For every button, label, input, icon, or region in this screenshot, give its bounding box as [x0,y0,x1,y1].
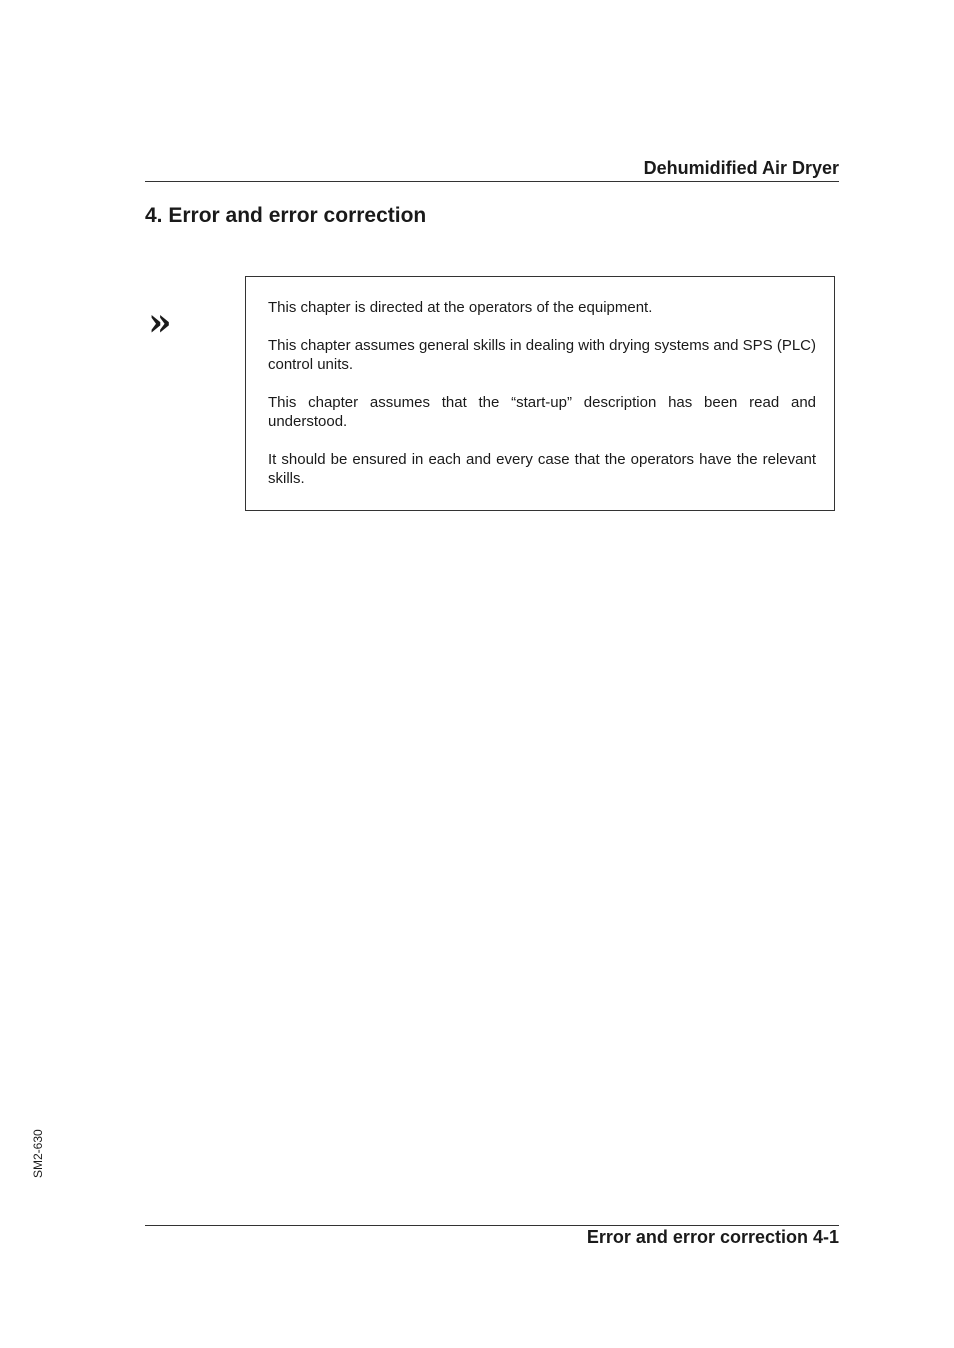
page-footer: Error and error correction 4-1 [586,1227,839,1247]
note-paragraph: It should be ensured in each and every case that the operators have the relevant skills. [268,451,816,487]
chapter-heading: 4. Error and error correction [145,204,427,227]
document-code: SM2-630 [31,1129,45,1178]
note-paragraph: This chapter is directed at the operators of the equipment. [268,299,653,316]
note-box [245,276,835,511]
note-paragraph: This chapter assumes general skills in dealing with drying systems and SPS (PLC) control units. [268,337,816,373]
note-text [268,298,816,488]
document-header-title: Dehumidified Air Dryer [643,158,839,178]
note-paragraph: This chapter assumes that the “start-up” description has been read and understood. [268,394,816,430]
double-chevron-right-icon: » [148,299,172,344]
footer-divider [145,1225,839,1226]
header-divider [145,181,839,182]
